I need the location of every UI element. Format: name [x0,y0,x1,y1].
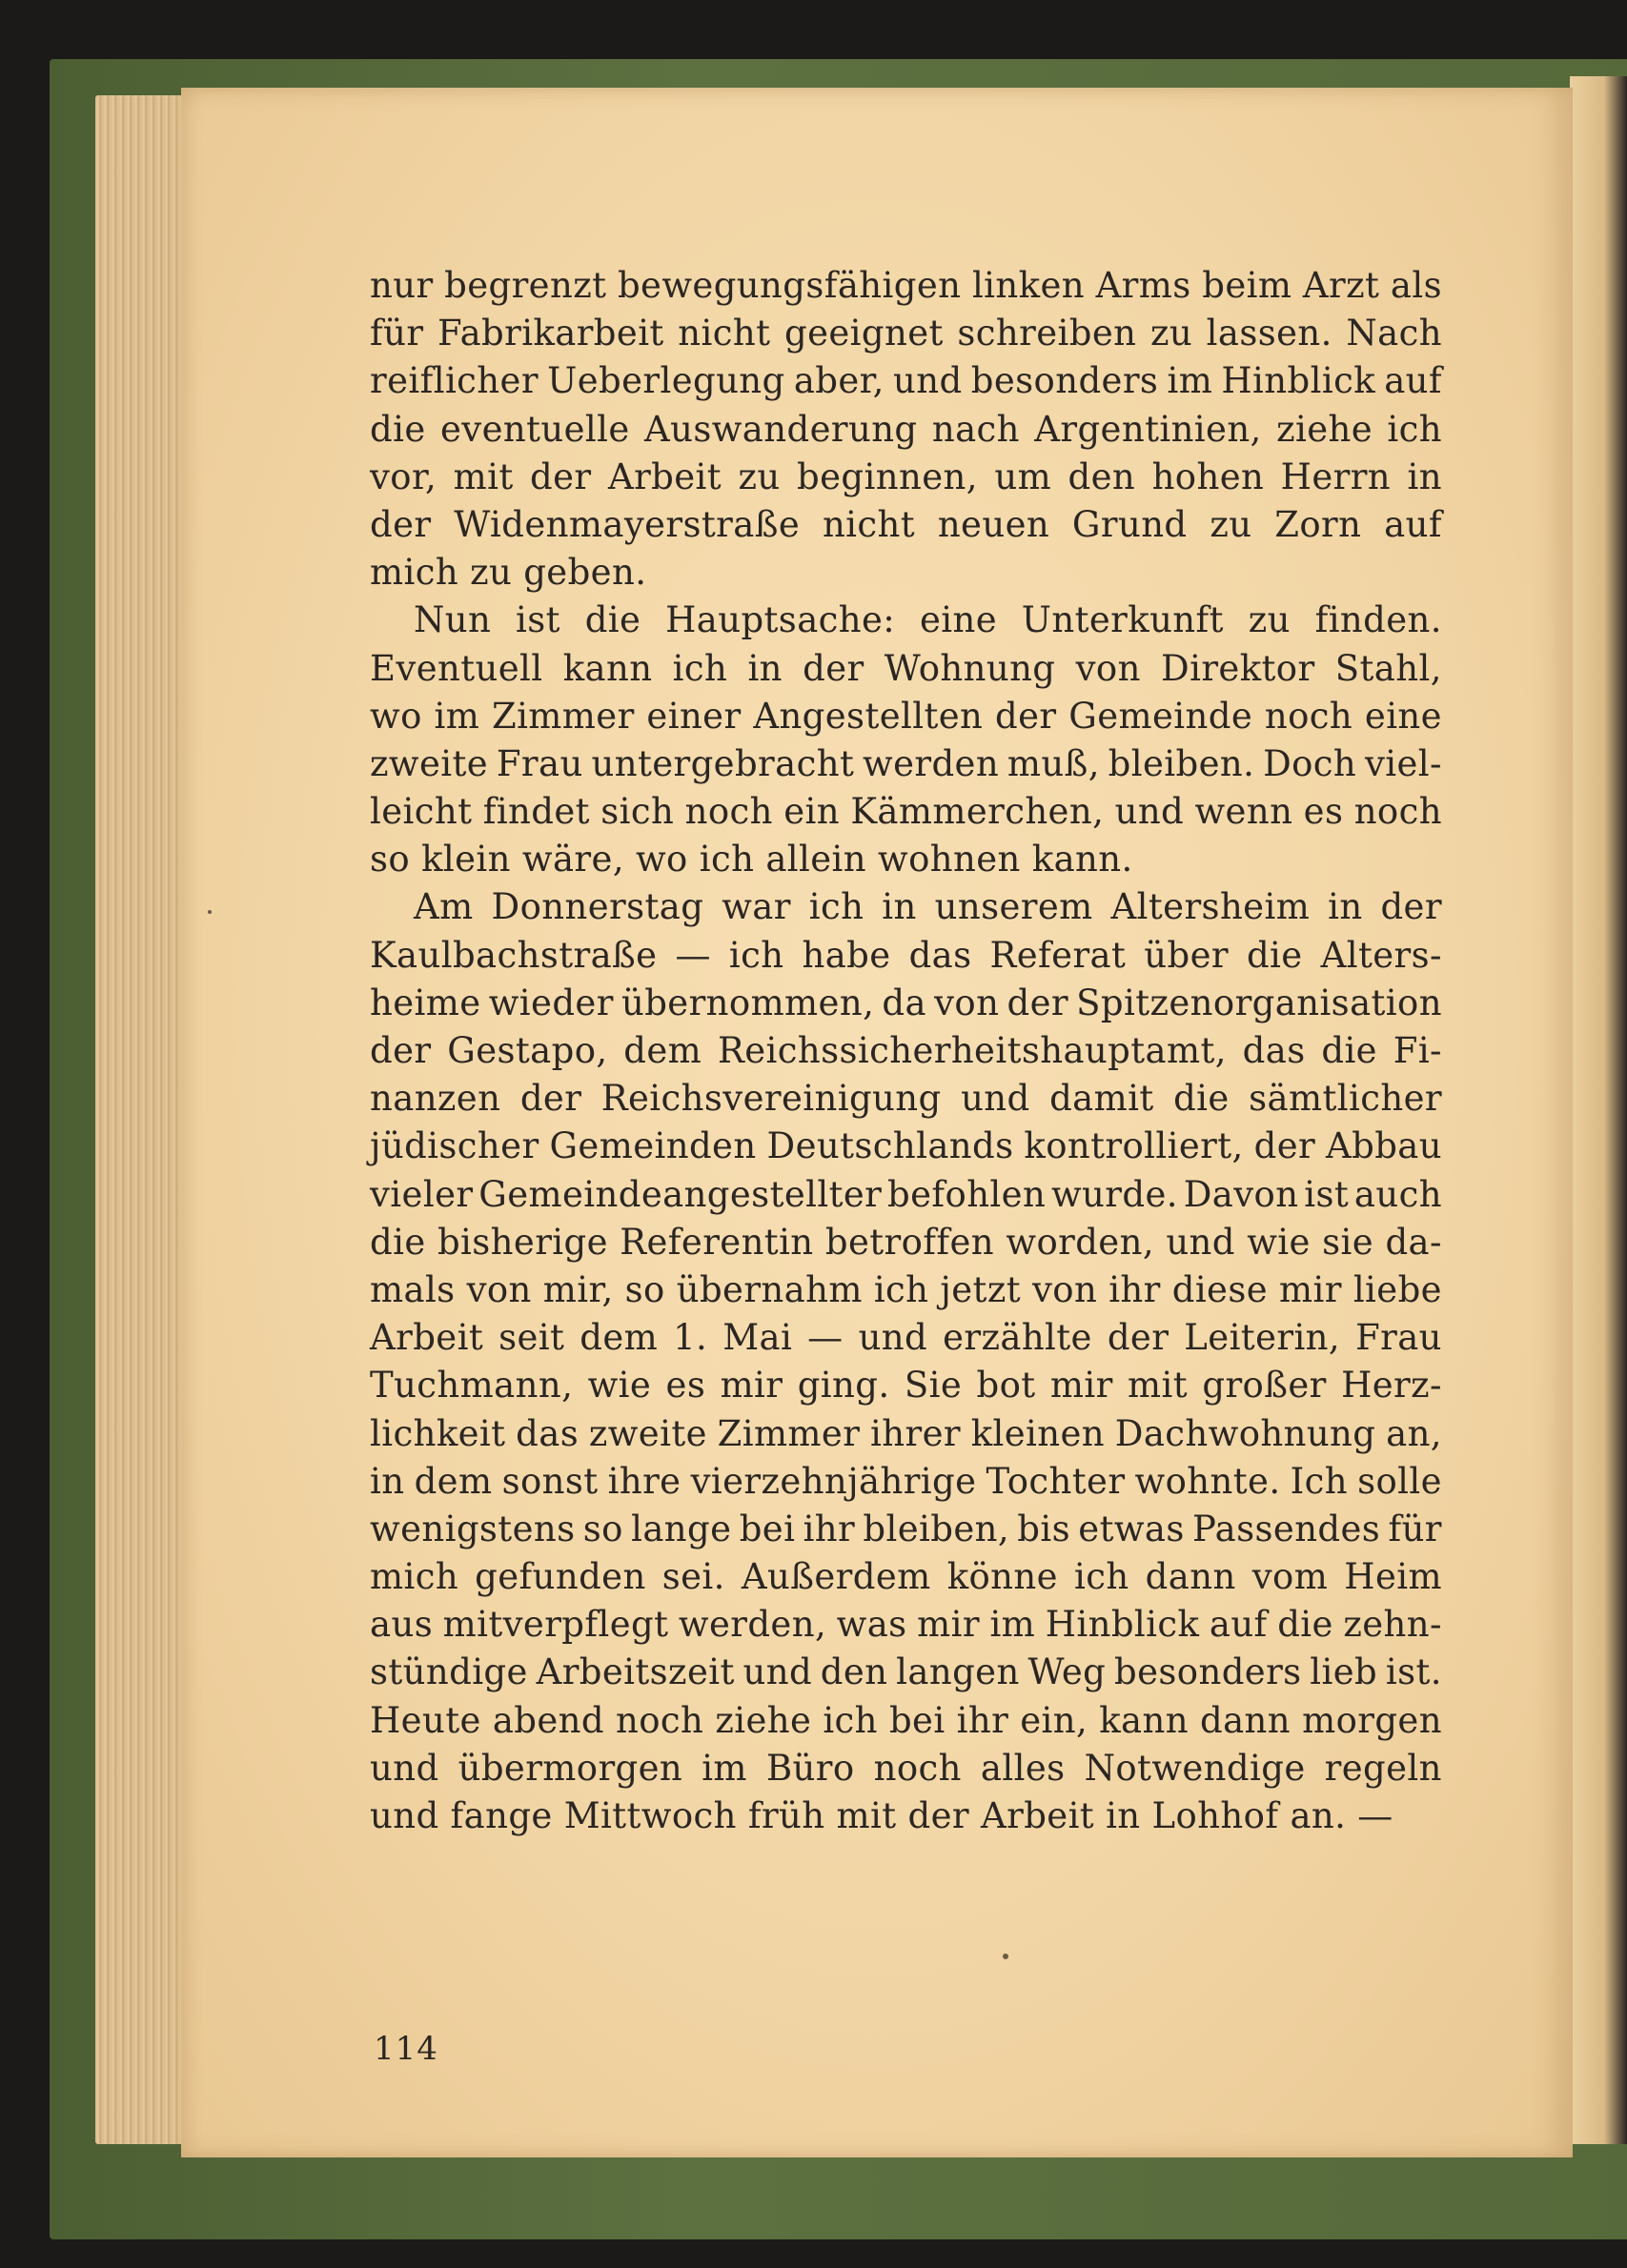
text-line: jüdischer Gemeinden Deutschlands kontrolliert, der Abbau [370,1125,1442,1167]
text-line: vor, mit der Arbeit zu beginnen, um den hohen Herrn in [370,456,1442,497]
paragraph [370,262,1442,597]
page-number: 114 [374,2030,438,2068]
paragraph [370,883,1442,1840]
text-line: Am Donnerstag war ich in unserem Altersheim in der [414,886,1442,928]
text-line: die eventuelle Auswanderung nach Argentinien, ziehe ich [370,408,1442,450]
text-line: leicht findet sich noch ein Kämmerchen, und wenn es noch [370,791,1442,833]
text-line: mich gefunden sei. Außerdem könne ich dann vom Heim [370,1556,1442,1598]
text-line: und fange Mittwoch früh mit der Arbeit in Lohhof an. — [370,1795,1393,1836]
text-line: wo im Zimmer einer Angestellten der Gemeinde noch eine [370,695,1442,737]
text-line: und übermorgen im Büro noch alles Notwendige regeln [370,1747,1442,1789]
text-line: zweite Frau untergebracht werden muß, bleiben. Doch viel- [370,742,1442,784]
text-line: der Widenmayerstraße nicht neuen Grund zu Zorn auf [370,503,1442,545]
text-line: lichkeit das zweite Zimmer ihrer kleinen Dachwohnung an, [370,1412,1442,1454]
text-line: so klein wäre, wo ich allein wohnen kann. [370,839,1133,881]
text-line: mals von mir, so übernahm ich jetzt von ihr diese mir liebe [370,1268,1442,1310]
text-line: in dem sonst ihre vierzehnjährige Tochter wohnte. Ich solle [370,1460,1442,1502]
text-line: mich zu geben. [370,552,647,594]
text-line: Nun ist die Hauptsache: eine Unterkunft zu finden. [414,599,1442,641]
paragraph [370,597,1442,883]
text-line: reiflicher Ueberlegung aber, und besonders im Hinblick auf [370,360,1442,402]
facing-page-edge [1570,76,1627,2144]
text-line: Kaulbachstraße — ich habe das Referat über die Alters- [370,934,1442,976]
text-line: der Gestapo, dem Reichssicherheitshauptamt, das die Fi- [370,1030,1442,1071]
text-line: Tuchmann, wie es mir ging. Sie bot mir mit großer Herz- [370,1365,1442,1407]
paper-speck [1003,1954,1008,1959]
text-line: die bisherige Referentin betroffen worden, und wie sie da- [370,1221,1442,1263]
text-line: nur begrenzt bewegungsfähigen linken Arms beim Arzt als [370,265,1442,306]
text-line: heime wieder übernommen, da von der Spitzenorganisation [370,982,1442,1023]
body-text [370,262,1442,1840]
text-line: vieler Gemeindeangestellter befohlen wurde. Davon ist auch [370,1173,1442,1215]
text-line: wenigstens so lange bei ihr bleiben, bis etwas Passendes für [370,1508,1442,1549]
text-line: nanzen der Reichsvereinigung und damit die sämtlicher [370,1078,1442,1120]
text-line: Eventuell kann ich in der Wohnung von Direktor Stahl, [370,647,1442,689]
text-line: für Fabrikarbeit nicht geeignet schreiben zu lassen. Nach [370,313,1442,354]
text-line: Arbeit seit dem 1. Mai — und erzählte der Leiterin, Frau [370,1317,1442,1359]
text-line: Heute abend noch ziehe ich bei ihr ein, kann dann morgen [370,1699,1442,1741]
text-line: aus mitverpflegt werden, was mir im Hinblick auf die zehn- [370,1604,1442,1646]
text-line: stündige Arbeitszeit und den langen Weg besonders lieb ist. [370,1651,1442,1693]
paper-speck [208,910,212,914]
